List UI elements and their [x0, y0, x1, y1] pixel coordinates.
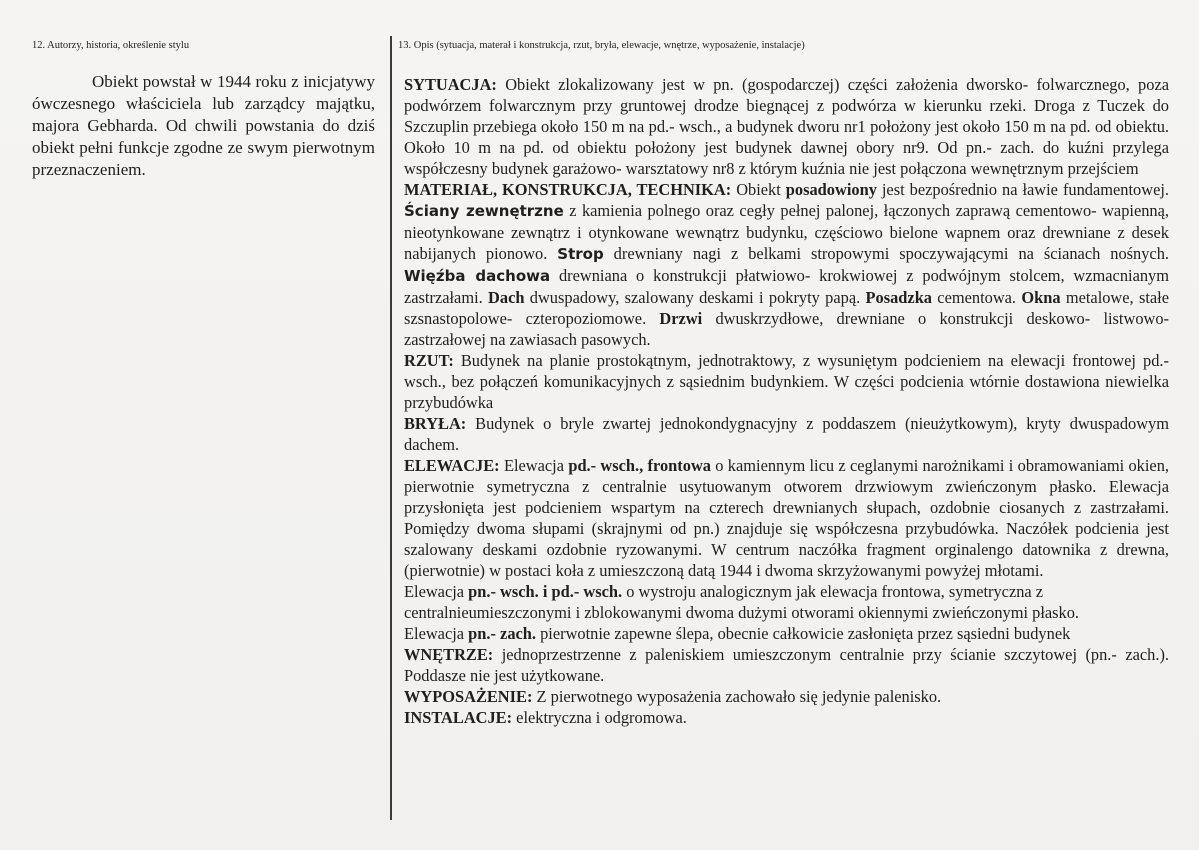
material-term: Ściany zewnętrzne [404, 202, 564, 220]
section-12-column [30, 40, 375, 181]
wyposazenie-text: Z pierwotnego wyposażenia zachowało się jedynie palenisko. [532, 687, 942, 706]
elewacja-3-paragraph [404, 623, 1169, 644]
elewacja-2-paragraph [404, 581, 1169, 623]
bryla-label: BRYŁA: [404, 414, 467, 433]
wnetrze-paragraph [404, 644, 1169, 686]
elewacja-2-text: Elewacja [404, 582, 469, 601]
elewacja-2-text: o wystroju analogicznym jak elewacja frontowa, symetryczna z centralnieumieszczonymi i zblokowanymi dwoma dużymi otworami okiennymi zwieńczonymi płasko. [404, 582, 1080, 622]
material-text: drewniany nagi z belkami stropowymi spoczywającymi na ścianach nośnych. [603, 244, 1169, 263]
elewacje-text: o kamiennym licu z ceglanymi narożnikami i obramowaniami okien, pierwotnie symetryczna z centralnie usytuowanym otworem drzwiowym zwieńczonym płasko. Elewacja przysłonięta jest podcieniem wspartym na czterech drewnianych słupach, ozdobnie ciosanych z zastrzałami. Pomiędzy dwoma słupami (skrajnymi od pn.) znajduje się współczesna przybudówka. Naczółek podcienia jest szalowany deskami ozdobnie ryzowanymi. W centrum naczółka fragment orginalengo datownika z drewna, (pierwotnie) w postaci koła z umieszczoną datą 1944 i dwoma skrzyżowanymi powyżej młotami. [404, 456, 1169, 580]
material-text: dwuskrzydłowe, drewniane o konstrukcji deskowo- listwowo- zastrzałowej na zawiasach pasowych. [404, 309, 1170, 349]
elewacja-3-text: pierwotnie zapewne ślepa, obecnie całkowicie zasłonięta przez sąsiedni budynek [536, 624, 1071, 643]
section-12-body: Obiekt powstał w 1944 roku z inicjatywy ówczesnego właściciela lub zarządcy majątku, majora Gebharda. Od chwili powstania do dziś obiekt pełni funkcje zgodne ze swym pierwotnym przeznaczeniem. [32, 72, 375, 179]
bryla-paragraph [404, 413, 1169, 455]
sytuacja-label: SYTUACJA: [404, 75, 497, 94]
section-13-column [398, 40, 1169, 728]
material-term: Dach [488, 288, 525, 307]
material-text: z kamienia polnego oraz cegły pełnej palonej, łączonych zaprawą cementowo- wapienną, nieotynkowane zewnątrz i otynkowane wewnątrz budynku, częściowo bielone wapnem oraz drewniane z desek nabijanych pionowo. [404, 201, 1169, 263]
elewacje-paragraph [404, 455, 1169, 581]
column-divider [390, 36, 392, 820]
instalacje-paragraph [404, 707, 1169, 728]
elewacje-term: pd.- wsch., frontowa [568, 456, 711, 475]
instalacje-text: elektryczna i odgromowa. [512, 708, 687, 727]
rzut-paragraph [404, 350, 1169, 413]
elewacje-text: Elewacja [499, 456, 569, 475]
material-text: dwuspadowy, szalowany deskami i pokryty papą. [524, 288, 866, 307]
bryla-text: Budynek o bryle zwartej jednokondygnacyjny z poddaszem (nieużytkowym), kryty dwuspadowym dachem. [404, 414, 1169, 454]
rzut-label: RZUT: [404, 351, 454, 370]
elewacja-3-term: pn.- zach. [468, 624, 536, 643]
material-term: Więźba dachowa [404, 267, 551, 285]
material-paragraph [404, 179, 1169, 350]
material-text: jest bezpośrednio na ławie fundamentowej. [876, 180, 1169, 199]
material-text: drewniana o konstrukcji płatwiowo- krokwiowej z podwójnym stolcem, wzmacnianym zastrzałami. [404, 266, 1169, 307]
material-text: metalowe, stałe szsnastopolowe- czteropoziomowe. [404, 288, 1169, 328]
wyposazenie-label: WYPOSAŻENIE: [404, 687, 533, 706]
material-text: Obiekt [731, 180, 786, 199]
instalacje-label: INSTALACJE: [404, 708, 513, 727]
rzut-text: Budynek na planie prostokątnym, jednotraktowy, z wysuniętym podcieniem na elewacji frontowej pd.- wsch., bez połączeń komunikacyjnych z sąsiednim budynkiem. W części podcienia wtórnie dostawiona niewielka przybudówka [404, 351, 1169, 412]
elewacja-2-term: pn.- wsch. i pd.- wsch. [468, 582, 623, 601]
elewacje-label: ELEWACJE: [404, 456, 500, 475]
wnetrze-text: jednoprzestrzenne z paleniskiem umieszczonym centralnie przy ścianie szczytowej (pn.- zach.). Poddasze nie jest użytkowane. [404, 645, 1169, 685]
sytuacja-text: Obiekt zlokalizowany jest w pn. (gospodarczej) części założenia dworsko- folwarcznego, poza podwórzem folwarcznym przy gruntowej drodze biegnącej z podwórza w kierunku rzeki. Droga z Tuczek do Szczuplin przebiega około 150 m na pd.- wsch., a budynek dworu nr1 położony jest około 150 m na pd. od obiektu. Około 10 m na pd. od obiektu położony jest budynek dawnej obory nr9. Od pn.- zach. do kuźni przylega współczesny budynek garażowo- warsztatowy nr8 z którym kuźnia nie jest połączona wewnętrznym przejściem [404, 75, 1169, 178]
section-12-heading: 12. Autorzy, historia, określenie stylu [32, 40, 190, 51]
elewacja-3-text: Elewacja [404, 624, 469, 643]
section-13-content [398, 74, 1169, 728]
sytuacja-paragraph [404, 74, 1169, 179]
material-term: Okna [1021, 288, 1061, 307]
material-label: MATERIAŁ, KONSTRUKCJA, TECHNIKA: [404, 180, 732, 199]
wnetrze-label: WNĘTRZE: [404, 645, 494, 664]
material-term: Drzwi [659, 309, 703, 328]
section-13-heading: 13. Opis (sytuacja, materał i konstrukcja, rzut, bryła, elewacje, wnętrze, wyposażenie, instalacje) [398, 40, 805, 51]
material-text: cementowa. [932, 288, 1022, 307]
wyposazenie-paragraph [404, 686, 1169, 707]
material-term: Strop [557, 245, 604, 263]
material-term: posadowiony [785, 180, 877, 199]
material-term: Posadzka [865, 288, 932, 307]
